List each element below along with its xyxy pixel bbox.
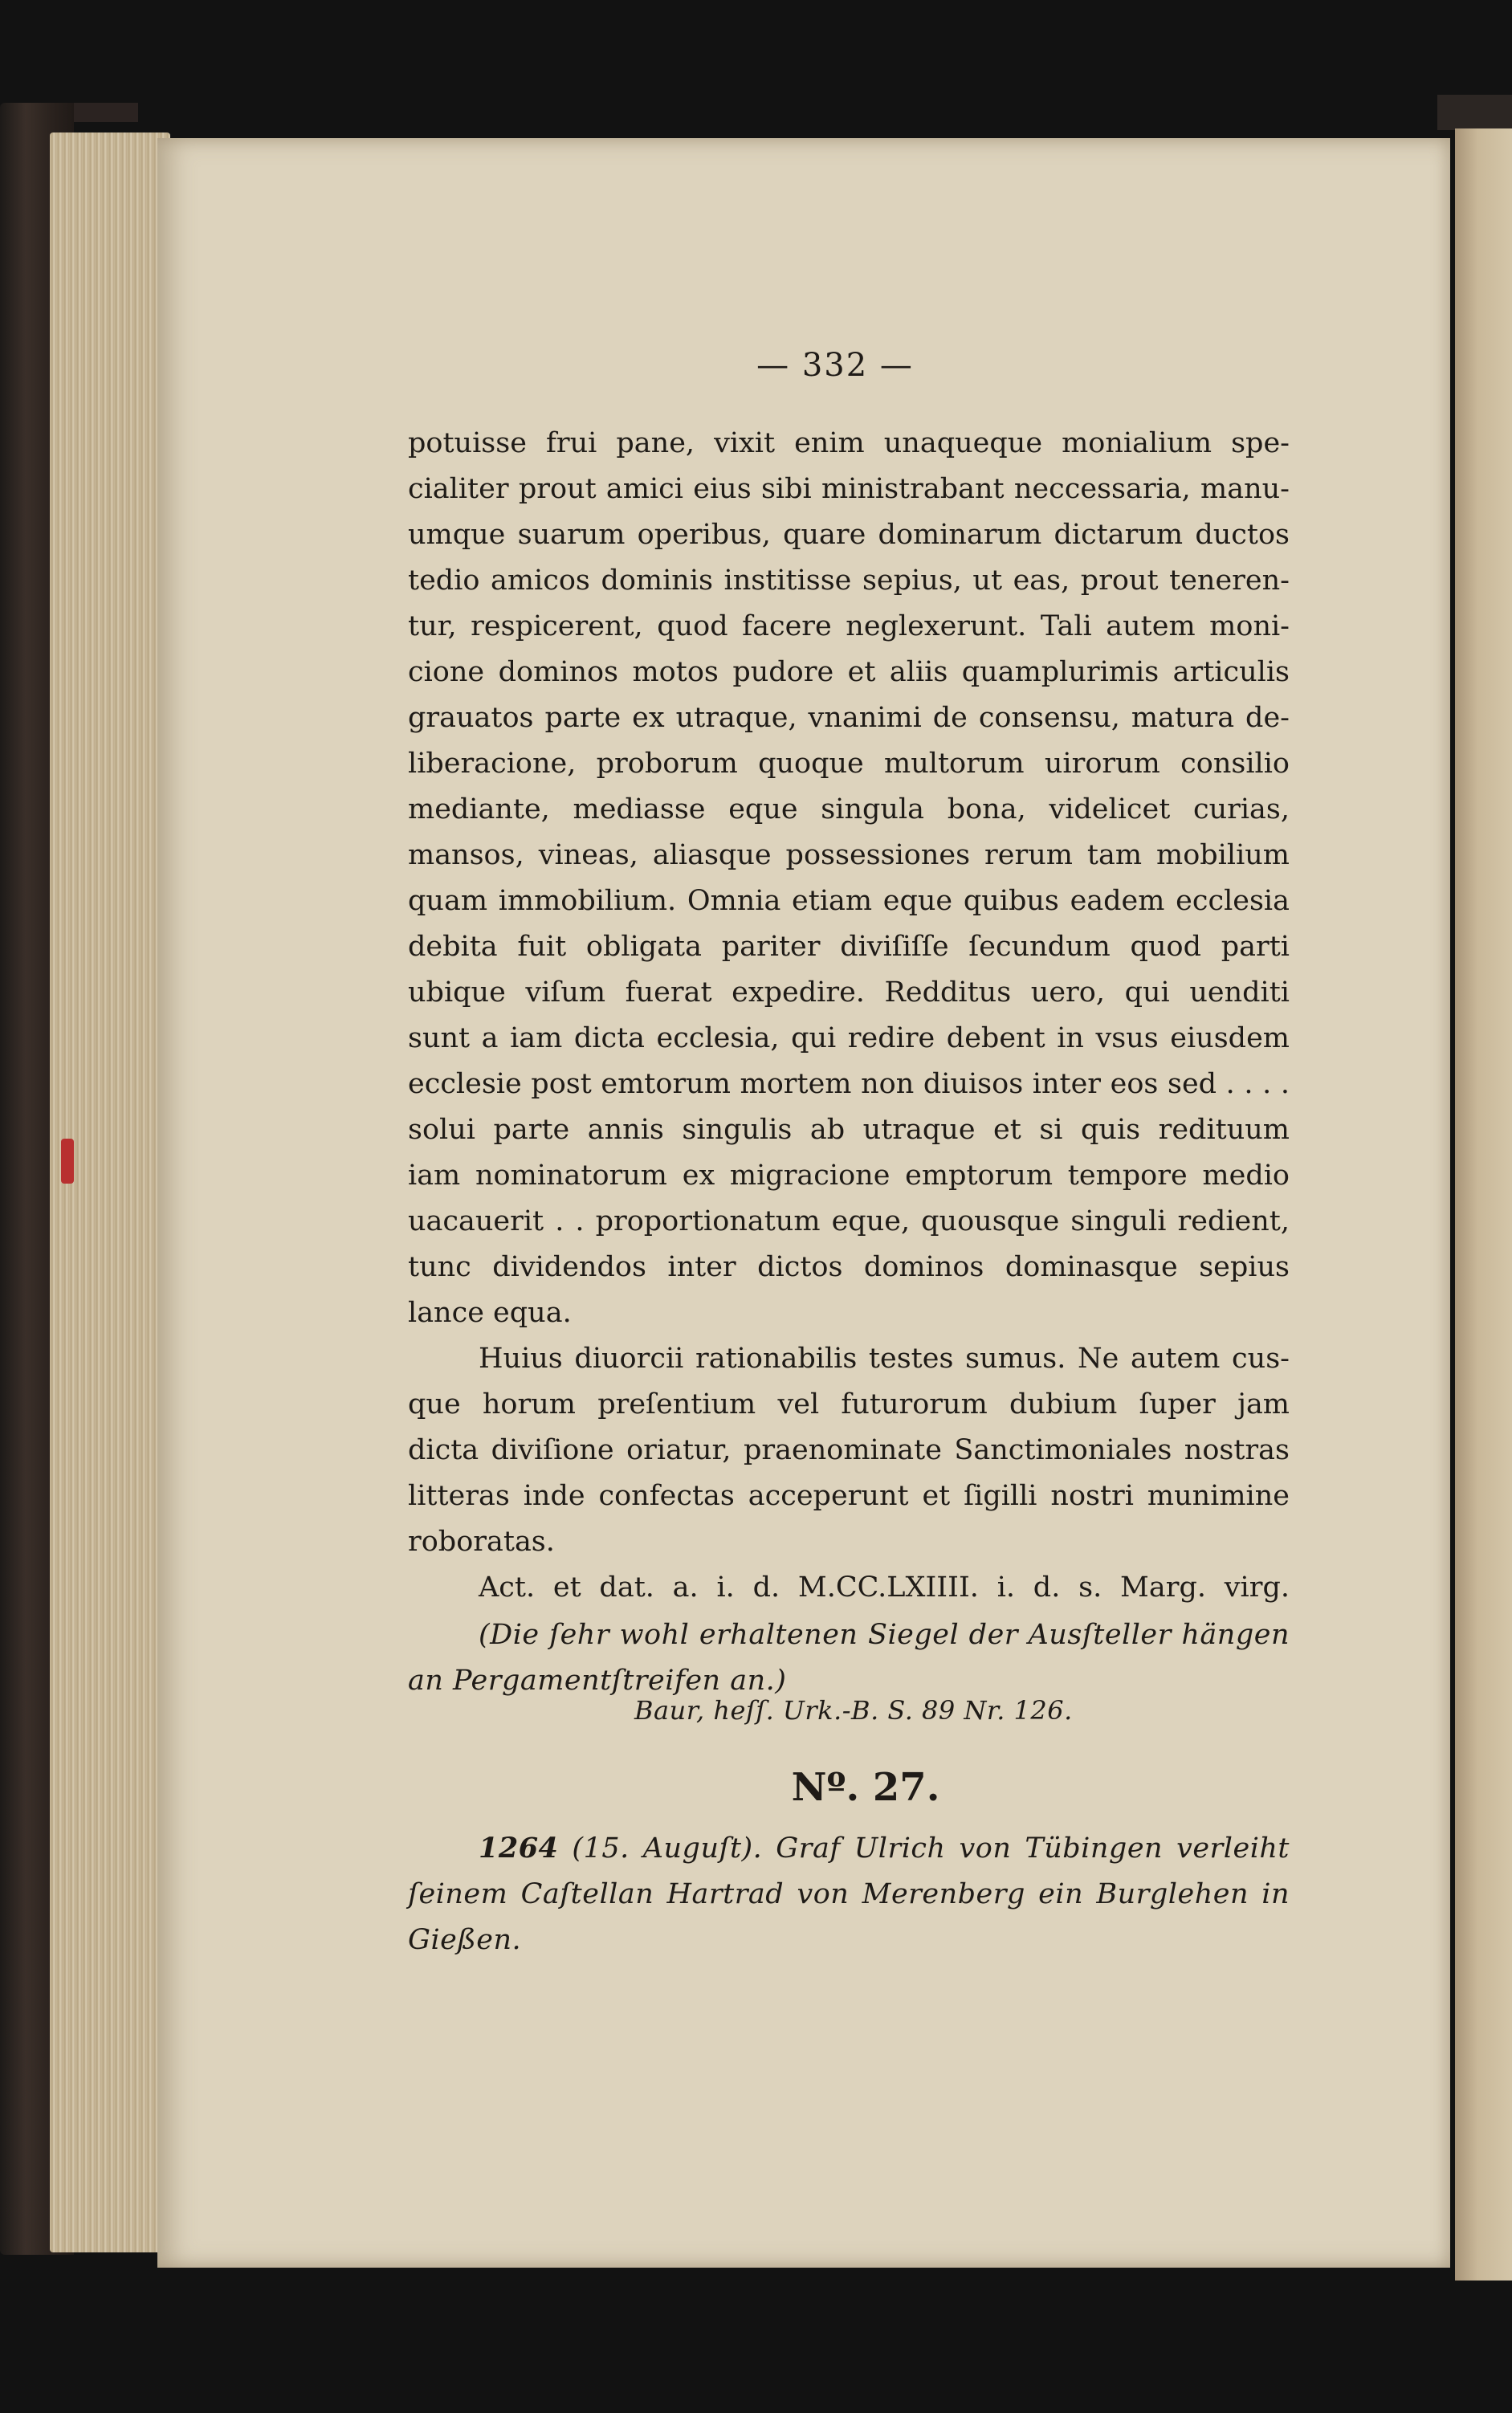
body-line: Huius diuorcii rationabilis testes sumus. Ne autem cus- [479, 1343, 1290, 1375]
seal-note-line: (Die ſehr wohl erhaltenen Siegel der Ausſteller hängen [479, 1619, 1290, 1651]
body-line: que horum preſentium vel futurorum dubium ſuper jam [408, 1388, 1290, 1420]
body-line: umque suarum operibus, quare dominarum dictarum ductos [408, 519, 1290, 551]
body-line: iam nominatorum ex migracione emptorum tempore medio [408, 1160, 1290, 1192]
body-line: ubique viſum fuerat expedire. Redditus uero, qui uenditi [408, 976, 1290, 1009]
body-line: tur, respicerent, quod facere neglexerunt. Tali autem moni- [408, 610, 1290, 642]
body-line: debita fuit obligata pariter diviſiſſe ſecundum quod parti [408, 931, 1290, 963]
right-cover-top [1437, 95, 1512, 130]
body-line: dicta diviſione oriatur, praenominate Sanctimoniales nostras [408, 1434, 1290, 1466]
regest-line [479, 1828, 1290, 1869]
page-number: — 332 — [756, 347, 914, 384]
seal-note-line: an Pergamentſtreifen an.) [408, 1665, 787, 1697]
source-reference: Baur, heſſ. Urk.-B. S. 89 Nr. 126. [634, 1695, 1073, 1726]
body-line: ecclesie post emtorum mortem non diuisos inter eos sed . . . . [408, 1068, 1290, 1100]
body-line: cialiter prout amici eius sibi ministrabant neccessaria, manu- [408, 473, 1290, 505]
date-line: Act. et dat. a. i. d. M.CC.LXIIII. i. d. s. Marg. virg. [479, 1571, 1290, 1604]
body-line: solui parte annis singulis ab utraque et si quis redituum [408, 1114, 1290, 1146]
body-line: litteras inde confectas acceperunt et ſigilli nostri munimine [408, 1480, 1290, 1512]
body-line: liberacione, proborum quoque multorum uirorum consilio [408, 748, 1290, 780]
body-line: lance equa. [408, 1297, 572, 1329]
body-line: cione dominos motos pudore et aliis quamplurimis articulis [408, 656, 1290, 688]
body-line: potuisse frui pane, vixit enim unaqueque monialium spe- [408, 427, 1290, 459]
body-line: grauatos parte ex utraque, vnanimi de consensu, matura de- [408, 702, 1290, 734]
body-line: uacauerit . . proportionatum eque, quousque singuli redient, [408, 1205, 1290, 1237]
body-line: quam immobilium. Omnia etiam eque quibus eadem ecclesia [408, 885, 1290, 917]
document-number: Nº. 27. [791, 1765, 940, 1810]
regest-year: 1264 [479, 1832, 559, 1865]
body-line: roboratas. [408, 1526, 555, 1558]
body-line: mansos, vineas, aliasque possessiones rerum tam mobilium [408, 839, 1290, 871]
page-edges [50, 132, 170, 2252]
body-line: mediante, mediasse eque singula bona, videlicet curias, [408, 793, 1290, 825]
body-line: sunt a iam dicta ecclesia, qui redire debent in vsus eiusdem [408, 1022, 1290, 1054]
red-bookmark [61, 1139, 74, 1184]
body-line: tunc dividendos inter dictos dominos dominasque sepius [408, 1251, 1290, 1283]
facing-page-edge [1455, 128, 1512, 2281]
regest-text: (15. Auguſt). Graf Ulrich von Tübingen verleiht [572, 1832, 1290, 1865]
regest-line: Gießen. [408, 1924, 522, 1956]
regest-line: ſeinem Caſtellan Hartrad von Merenberg ein Burglehen in [408, 1878, 1290, 1910]
body-line: tedio amicos dominis institisse sepius, ut eas, prout teneren- [408, 565, 1290, 597]
